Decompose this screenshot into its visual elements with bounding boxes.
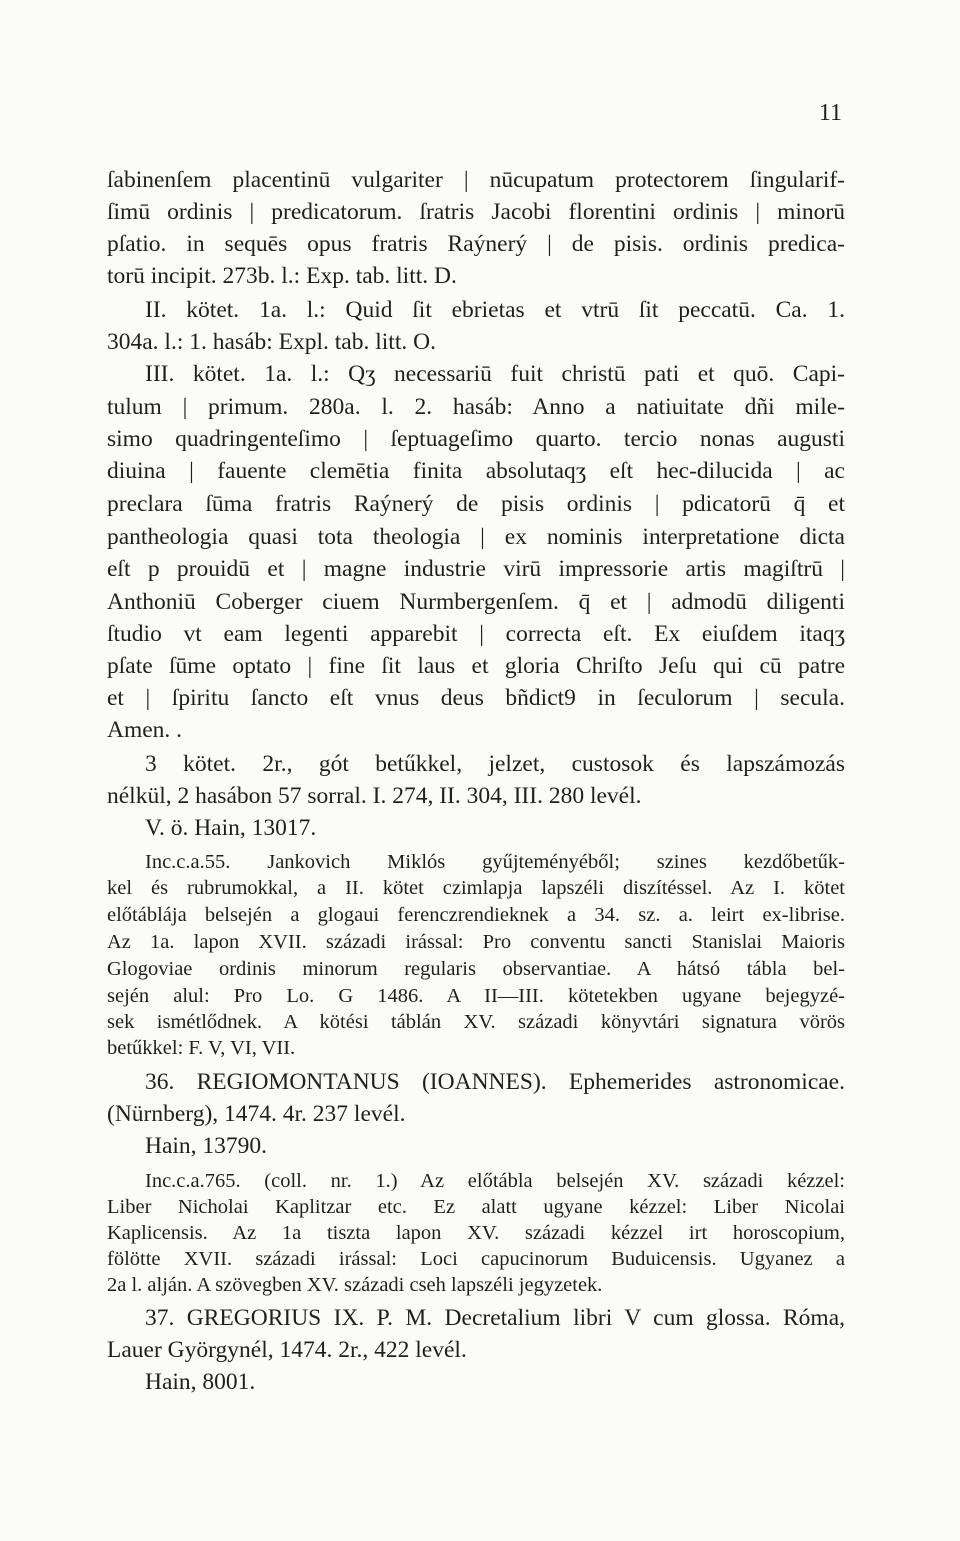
text-line: Inc.c.a.55. Jankovich Miklós gyűjteményéből; szines kezdőbetűk- bbox=[145, 851, 845, 873]
text-line: 2a l. alján. A szövegben XV. századi cseh lapszéli jegyzetek. bbox=[107, 1274, 603, 1296]
text-line: ſimū ordinis | predicatorum. ſratris Jacobi florentini ordinis | minorū bbox=[107, 199, 845, 225]
text-line: III. kötet. 1a. l.: Qʒ necessariū fuit christū pati et quō. Capi- bbox=[145, 361, 845, 387]
text-line: tulum | primum. 280a. l. 2. hasáb: Anno a natiuitate dñi mile- bbox=[107, 394, 845, 420]
text-line: betűkkel: F. V, VI, VII. bbox=[107, 1037, 296, 1059]
text-line: Az 1a. lapon XVII. századi irással: Pro conventu sancti Stanislai Maioris bbox=[107, 931, 845, 953]
entry-heading: 36. REGIOMONTANUS (IOANNES). Ephemerides astronomicae. bbox=[145, 1069, 845, 1095]
text-line: ſtudio vt eam legenti apparebit | correcta eſt. Ex eiuſdem itaqʒ bbox=[107, 621, 845, 647]
text-line: Liber Nicholai Kaplitzar etc. Ez alatt ugyane kézzel: Liber Nicolai bbox=[107, 1196, 845, 1218]
text-line: Kaplicensis. Az 1a tiszta lapon XV. századi kézzel irt horoscopium, bbox=[107, 1222, 845, 1244]
text-line: 3 kötet. 2r., gót betűkkel, jelzet, custosok és lapszámozás bbox=[145, 751, 845, 777]
text-line: torū incipit. 273b. l.: Exp. tab. litt. D. bbox=[107, 263, 457, 289]
text-line: eſt p prouidū et | magne industrie virū impressorie artis magiſtrū | bbox=[107, 556, 845, 582]
text-line: pſatio. in sequēs opus fratris Raýnerý | de pisis. ordinis predica- bbox=[107, 231, 845, 257]
text-line: (Nürnberg), 1474. 4r. 237 levél. bbox=[107, 1101, 406, 1127]
text-line: Lauer Györgynél, 1474. 2r., 422 levél. bbox=[107, 1337, 467, 1363]
text-line: nélkül, 2 hasábon 57 sorral. I. 274, II. 304, III. 280 levél. bbox=[107, 783, 642, 809]
entry-heading: 37. GREGORIUS IX. P. M. Decretalium libri V cum glossa. Róma, bbox=[145, 1305, 845, 1331]
text-line: előtáblája belsején a glogaui ferenczrendieknek a 34. sz. a. leirt ex-librise. bbox=[107, 904, 845, 926]
text-line: sek ismétlődnek. A kötési táblán XV. századi könyvtári signatura vörös bbox=[107, 1011, 845, 1033]
text-line: V. ö. Hain, 13017. bbox=[145, 815, 317, 841]
text-line: Hain, 13790. bbox=[145, 1133, 268, 1159]
text-line: 304a. l.: 1. hasáb: Expl. tab. litt. O. bbox=[107, 329, 436, 355]
text-line: fölötte XVII. századi irással: Loci capucinorum Buduicensis. Ugyanez a bbox=[107, 1248, 845, 1270]
text-line: Anthoniū Coberger ciuem Nurmbergenſem. q̄ et | admodū diligenti bbox=[107, 589, 845, 615]
text-line: ſabinenſem placentinū vulgariter | nūcupatum protectorem ſingularif- bbox=[107, 167, 845, 193]
text-line: preclara ſūma fratris Raýnerý de pisis ordinis | pdicatorū q̄ et bbox=[107, 491, 845, 517]
text-line: kel és rubrumokkal, a II. kötet czimlapja lapszéli diszítéssel. Az I. kötet bbox=[107, 877, 845, 899]
text-line: Inc.c.a.765. (coll. nr. 1.) Az előtábla belsején XV. századi kézzel: bbox=[145, 1170, 845, 1192]
text-line: pantheologia quasi tota theologia | ex nominis interpretatione dicta bbox=[107, 524, 845, 550]
page-number: 11 bbox=[818, 100, 842, 126]
text-line: Amen. . bbox=[107, 717, 183, 743]
text-line: Hain, 8001. bbox=[145, 1369, 256, 1395]
text-line: et | ſpiritu ſancto eſt vnus deus bñdict9 in ſeculorum | secula. bbox=[107, 685, 845, 711]
text-line: Glogoviae ordinis minorum regularis observantiae. A hátsó tábla bel- bbox=[107, 958, 845, 980]
text-line: simo quadringenteſimo | ſeptuageſimo quarto. tercio nonas augusti bbox=[107, 426, 845, 452]
text-line: pſate ſūme optato | fine ſit laus et gloria Chriſto Jeſu qui cū patre bbox=[107, 653, 845, 679]
text-line: sején alul: Pro Lo. G 1486. A II—III. kötetekben ugyane bejegyzé- bbox=[107, 985, 845, 1007]
text-line: II. kötet. 1a. l.: Quid ſit ebrietas et vtrū ſit peccatū. Ca. 1. bbox=[145, 297, 845, 323]
text-line: diuina | fauente clemētia finita absolutaqʒ eſt hec-dilucida | ac bbox=[107, 458, 845, 484]
